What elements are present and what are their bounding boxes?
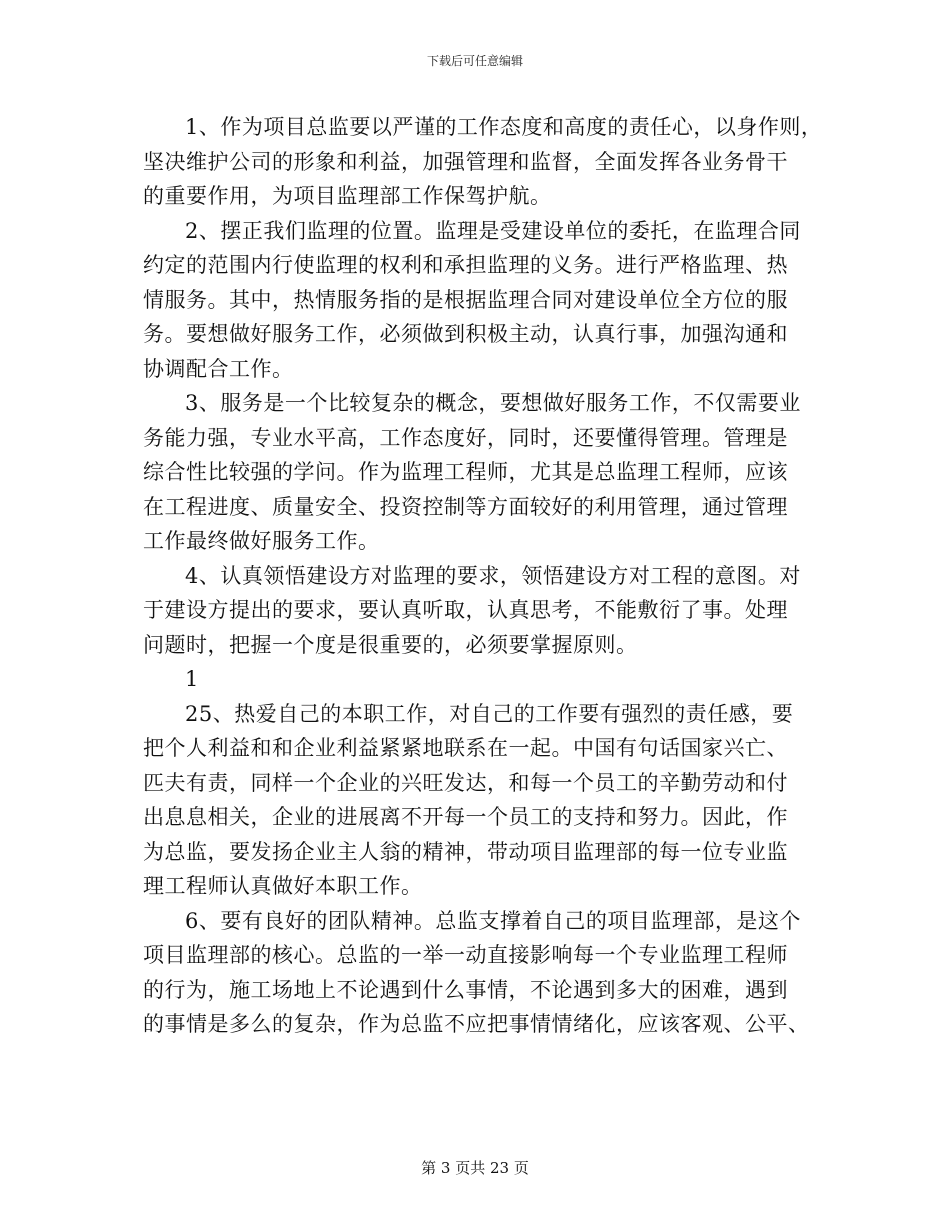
page-footer: 第 3 页共 23 页 — [421, 1159, 529, 1177]
paragraph-line: 25、热爱自己的本职工作，对自己的工作要有强烈的责任感，要 — [185, 701, 794, 726]
paragraph-line: 协调配合工作。 — [143, 356, 294, 381]
paragraph-line: 坚决维护公司的形象和利益，加强管理和监督，全面发挥各业务骨干 — [143, 149, 788, 174]
paragraph-line: 2、摆正我们监理的位置。监理是受建设单位的委托，在监理合同 — [185, 218, 801, 243]
paragraph-5 — [143, 697, 823, 904]
paragraph-2 — [143, 214, 823, 387]
paragraph-line: 的重要作用，为项目监理部工作保驾护航。 — [143, 184, 552, 208]
paragraph-line: 问题时，把握一个度是很重要的，必须要掌握原则。 — [143, 632, 638, 657]
paragraph-line: 为总监，要发扬企业主人翁的精神，带动项目监理部的每一位专业监 — [143, 839, 788, 864]
paragraph-line: 把个人利益和和企业利益紧紧地联系在一起。中国有句话国家兴亡、 — [143, 736, 788, 760]
paragraph-line: 项目监理部的核心。总监的一举一动直接影响每一个专业监理工程师 — [143, 943, 788, 967]
paragraph-3 — [143, 386, 823, 559]
paragraph-1 — [143, 110, 823, 214]
paragraph-line: 务能力强，专业水平高，工作态度好，同时，还要懂得管理。管理是 — [143, 425, 788, 450]
paragraph-line: 的行为，施工场地上不论遇到什么事情，不论遇到多大的困难，遇到 — [143, 977, 788, 1002]
paragraph-line: 1 — [185, 667, 199, 691]
paragraph-line: 出息息相关，企业的进展离不开每一个员工的支持和努力。因此，作 — [143, 805, 788, 829]
paragraph-line: 理工程师认真做好本职工作。 — [143, 874, 423, 898]
paragraph-4 — [143, 559, 823, 663]
paragraph-line: 于建设方提出的要求，要认真听取，认真思考，不能敷衍了事。处理 — [143, 598, 788, 622]
paragraph-line: 3、服务是一个比较复杂的概念，要想做好服务工作，不仅需要业 — [185, 391, 801, 415]
paragraph-line: 匹夫有责，同样一个企业的兴旺发达，和每一个员工的辛勤劳动和付 — [143, 770, 788, 795]
paragraph-line: 约定的范围内行使监理的权利和承担监理的义务。进行严格监理、热 — [143, 253, 788, 277]
paragraph-line: 务。要想做好服务工作，必须做到积极主动，认真行事，加强沟通和 — [143, 322, 788, 346]
paragraph-line: 4、认真领悟建设方对监理的要求，领悟建设方对工程的意图。对 — [185, 563, 801, 588]
document-body — [143, 110, 823, 1042]
paragraph-line: 的事情是多么的复杂，作为总监不应把事情情绪化，应该客观、公平、 — [143, 1012, 810, 1036]
paragraph-line: 在工程进度、质量安全、投资控制等方面较好的利用管理，通过管理 — [143, 494, 788, 519]
page-header: 下载后可任意编辑 — [426, 54, 523, 68]
paragraph-6 — [143, 904, 823, 1042]
paragraph-line: 6、要有良好的团队精神。总监支撑着自己的项目监理部，是这个 — [185, 908, 801, 933]
paragraph-line: 情服务。其中，热情服务指的是根据监理合同对建设单位全方位的服 — [143, 287, 788, 312]
paragraph-line: 工作最终做好服务工作。 — [143, 529, 380, 553]
paragraph-line: 综合性比较强的学问。作为监理工程师，尤其是总监理工程师，应该 — [143, 460, 788, 484]
paragraph-line: 1、作为项目总监要以严谨的工作态度和高度的责任心，以身作则， — [185, 115, 823, 139]
paragraph-number-marker — [143, 662, 823, 697]
